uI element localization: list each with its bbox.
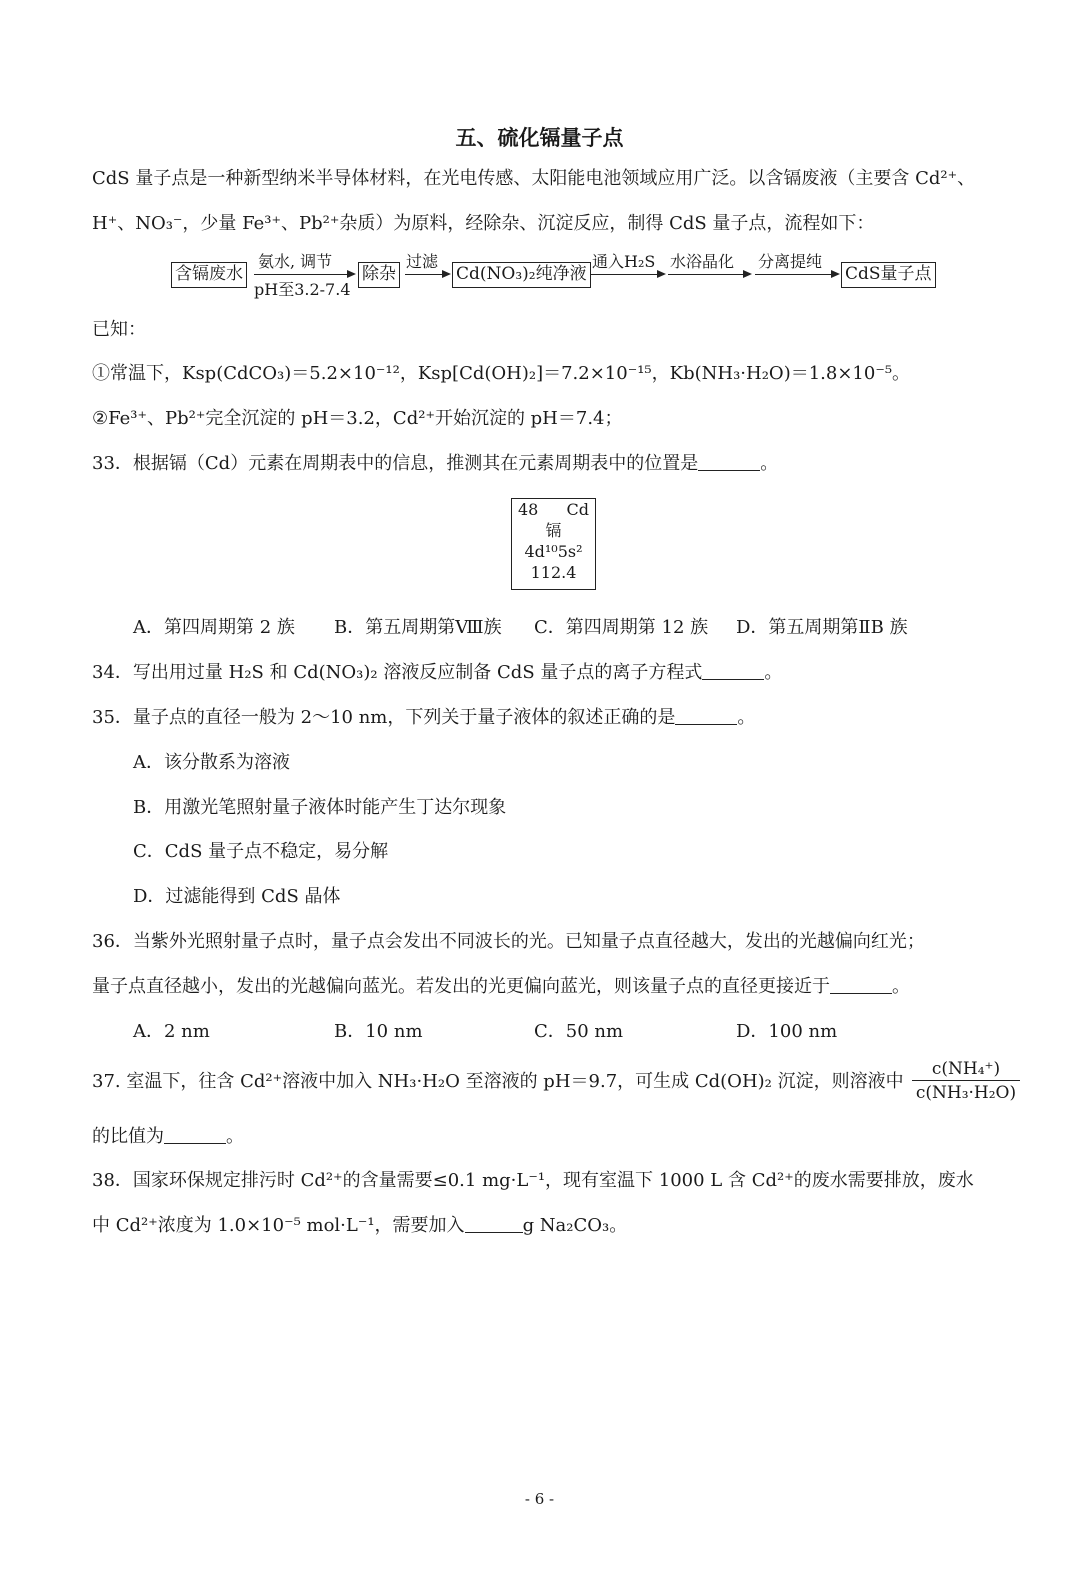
question-37-end: 。 [226, 1126, 244, 1147]
flow-arrow-3 [590, 274, 664, 275]
element-symbol: Cd [566, 500, 589, 519]
q33-option-b: B．第五周期第Ⅷ族 [334, 617, 502, 638]
question-33 [92, 452, 778, 476]
q36-option-c: C．50 nm [534, 1021, 624, 1042]
q35-option-d: D．过滤能得到 CdS 晶体 [133, 886, 341, 907]
q35-option-a: A．该分散系为溶液 [133, 752, 290, 773]
known-item-1: ①常温下，Ksp(CdCO₃)＝5.2×10⁻¹²，Ksp[Cd(OH)₂]＝7.2×10⁻¹⁵，Kb(NH₃·H₂O)＝1.8×10⁻⁵。 [92, 363, 911, 384]
flow-arrow-3-label: 通入H₂S [592, 252, 656, 271]
question-38-line-2 [92, 1214, 627, 1238]
q33-option-d: D．第五周期第ⅡB 族 [736, 617, 908, 638]
answer-blank [698, 470, 760, 471]
periodic-table-cell-cd [511, 498, 596, 590]
answer-blank [465, 1232, 523, 1233]
question-34 [92, 661, 782, 685]
question-36-end: 。 [892, 976, 910, 997]
flow-arrow-5 [755, 274, 838, 275]
question-38-stem: 中 Cd²⁺浓度为 1.0×10⁻⁵ mol·L⁻¹，需要加入 [92, 1215, 465, 1236]
flow-arrow-1 [254, 274, 354, 275]
electron-configuration: 4d¹⁰5s² [524, 542, 583, 561]
question-36-line-2 [92, 975, 910, 999]
intro-line-2: H⁺、NO₃⁻，少量 Fe³⁺、Pb²⁺杂质）为原料，经除杂、沉淀反应，制得 CdS 量子点，流程如下： [92, 213, 875, 234]
page-number: - 6 - [524, 1490, 555, 1508]
answer-blank [830, 993, 892, 994]
question-35-end: 。 [737, 707, 756, 728]
known-item-2: ②Fe³⁺、Pb²⁺完全沉淀的 pH＝3.2，Cd²⁺开始沉淀的 pH＝7.4； [92, 408, 623, 429]
q36-option-b: B．10 nm [334, 1021, 423, 1042]
answer-blank [675, 724, 737, 725]
flow-arrow-1-top-label: 氨水, 调节 [258, 252, 333, 271]
intro-line-1: CdS 量子点是一种新型纳米半导体材料，在光电传感、太阳能电池领域应用广泛。以含镉废液（主要含 Cd²⁺、 [92, 168, 976, 189]
question-37-line-1: 37. 室温下，往含 Cd²⁺溶液中加入 NH₃·H₂O 至溶液的 pH＝9.7，可生成 Cd(OH)₂ 沉淀，则溶液中 [92, 1071, 904, 1092]
question-33-end: 。 [760, 453, 779, 474]
concentration-ratio-fraction [912, 1058, 1020, 1105]
section-title: 五、硫化镉量子点 [455, 125, 624, 150]
question-33-stem: 33．根据镉（Cd）元素在周期表中的信息，推测其在元素周期表中的位置是 [92, 453, 699, 474]
q35-option-b: B．用激光笔照射量子液体时能产生丁达尔现象 [133, 797, 507, 818]
element-name: 镉 [545, 521, 562, 540]
flow-arrow-1-bottom-label: pH至3.2-7.4 [254, 280, 351, 299]
fraction-numerator: c(NH₄⁺) [912, 1058, 1020, 1081]
answer-blank [164, 1143, 226, 1144]
answer-blank [702, 679, 764, 680]
question-34-stem: 34．写出用过量 H₂S 和 Cd(NO₃)₂ 溶液反应制备 CdS 量子点的离子方程式 [92, 662, 703, 683]
question-34-end: 。 [764, 662, 783, 683]
flow-arrow-5-label: 分离提纯 [758, 252, 823, 271]
flow-box-waste-water: 含镉废水 [171, 262, 247, 288]
flow-arrow-4 [668, 274, 750, 275]
question-37-line-2 [92, 1125, 244, 1149]
fraction-denominator: c(NH₃·H₂O) [915, 1083, 1017, 1103]
q33-option-c: C．第四周期第 12 族 [534, 617, 709, 638]
question-38-end: g Na₂CO₃。 [522, 1215, 628, 1236]
q33-option-a: A．第四周期第 2 族 [133, 617, 295, 638]
known-heading: 已知： [92, 319, 146, 340]
q36-option-d: D．100 nm [736, 1021, 838, 1042]
question-36-stem: 量子点直径越小，发出的光越偏向蓝光。若发出的光更偏向蓝光，则该量子点的直径更接近于 [92, 976, 830, 997]
flow-arrow-2 [405, 274, 449, 275]
flow-box-pure-solution: Cd(NO₃)₂纯净液 [452, 262, 591, 288]
q35-option-c: C．CdS 量子点不稳定，易分解 [133, 841, 389, 862]
question-35-stem: 35．量子点的直径一般为 2～10 nm，下列关于量子液体的叙述正确的是 [92, 707, 676, 728]
flow-box-impurity-removal: 除杂 [358, 262, 400, 288]
flow-arrow-2-label: 过滤 [406, 252, 439, 271]
flow-arrow-4-label: 水浴晶化 [670, 252, 735, 271]
atomic-mass: 112.4 [530, 563, 577, 582]
question-36-line-1: 36．当紫外光照射量子点时，量子点会发出不同波长的光。已知量子点直径越大，发出的光越偏向红光； [92, 931, 925, 952]
atomic-number: 48 [518, 500, 539, 519]
flow-box-cds-quantum-dot: CdS量子点 [841, 262, 936, 288]
question-37-stem: 的比值为 [92, 1126, 164, 1147]
question-38-line-1: 38．国家环保规定排污时 Cd²⁺的含量需要≤0.1 mg·L⁻¹，现有室温下 1000 L 含 Cd²⁺的废水需要排放，废水 [92, 1170, 974, 1191]
question-35 [92, 706, 755, 730]
q36-option-a: A．2 nm [133, 1021, 210, 1042]
